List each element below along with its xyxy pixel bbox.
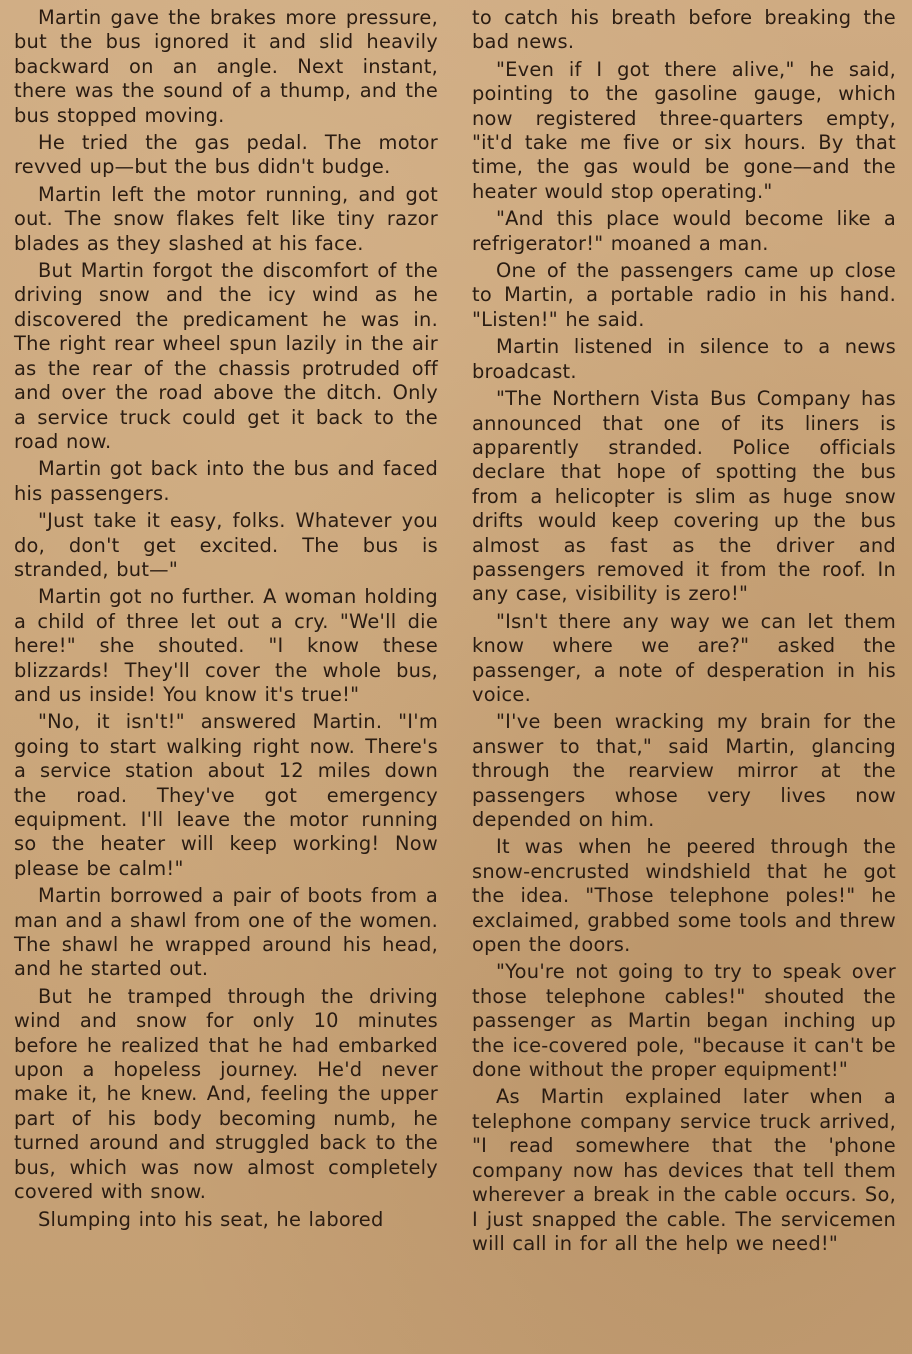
paragraph: "And this place would become like a refrigerator!" moaned a man.	[472, 207, 896, 255]
paragraph: "I've been wracking my brain for the answer to that," said Martin, glancing through the rearview mirror at the passengers whose very lives now depended on him.	[472, 710, 896, 831]
paragraph: "Isn't there any way we can let them know where we are?" asked the passenger, a note of desperation in his voice.	[472, 609, 896, 706]
paragraph: "No, it isn't!" answered Martin. "I'm going to start walking right now. There's a service station about 12 miles down the road. They've got emergency equipment. I'll leave the motor running so the heater will keep working! Now please be calm!"	[14, 710, 438, 880]
paragraph: Martin got no further. A woman holding a child of three let out a cry. "We'll die here!" she shouted. "I know these blizzards! They'll cover the whole bus, and us inside! You know it's true!"	[14, 585, 438, 706]
right-text-column	[472, 6, 896, 1259]
paragraph: It was when he peered through the snow-encrusted windshield that he got the idea. "Those telephone poles!" he exclaimed, grabbed some tools and threw open the doors.	[472, 835, 896, 957]
paragraph: He tried the gas pedal. The motor revved up—but the bus didn't budge.	[14, 131, 438, 179]
paragraph: "The Northern Vista Bus Company has announced that one of its liners is apparently stranded. Police officials declare that hope of spotting the bus from a helicopter is slim as huge snow drifts would keep covering up the bus almost as fast as the driver and passengers removed it from the roof. In any case, visibility is zero!"	[472, 387, 896, 606]
paragraph: But he tramped through the driving wind and snow for only 10 minutes before he realized that he had embarked upon a hopeless journey. He'd never make it, he knew. And, feeling the upper part of his body becoming numb, he turned around and struggled back to the bus, which was now almost completely covered with snow.	[14, 984, 438, 1204]
paragraph-continuation: to catch his breath before breaking the bad news.	[472, 6, 896, 54]
left-text-column	[14, 6, 438, 1235]
paragraph: "Even if I got there alive," he said, pointing to the gasoline gauge, which now registered three-quarters empty, "it'd take me five or six hours. By that time, the gas would be gone—and the heater would stop operating."	[472, 57, 896, 203]
paragraph: Martin left the motor running, and got out. The snow flakes felt like tiny razor blades as they slashed at his face.	[14, 182, 438, 255]
paragraph: "Just take it easy, folks. Whatever you do, don't get excited. The bus is stranded, but—"	[14, 509, 438, 581]
paragraph: One of the passengers came up close to Martin, a portable radio in his hand. "Listen!" he said.	[472, 259, 896, 331]
paragraph: Martin gave the brakes more pressure, but the bus ignored it and slid heavily backward on an angle. Next instant, there was the sound of a thump, and the bus stopped moving.	[14, 6, 438, 127]
paragraph: But Martin forgot the discomfort of the driving snow and the icy wind as he discovered the predicament he was in. The right rear wheel spun lazily in the air as the rear of the chassis protruded off and over the road above the ditch. Only a service truck could get it back to the road now.	[14, 259, 438, 453]
paragraph: Slumping into his seat, he labored	[38, 1207, 384, 1231]
paragraph: Martin borrowed a pair of boots from a man and a shawl from one of the women. The shawl he wrapped around his head, and he started out.	[14, 884, 438, 981]
paragraph: Martin got back into the bus and faced his passengers.	[14, 457, 438, 505]
paragraph: "You're not going to try to speak over those telephone cables!" shouted the passenger as Martin began inching up the ice-covered pole, "because it can't be done without the proper equipment!"	[472, 960, 896, 1082]
paragraph: As Martin explained later when a telephone company service truck arrived, "I read somewhere that the 'phone company now has devices that tell them wherever a break in the cable occurs. So, I just snapped the cable. The servicemen will call in for all the help we need!"	[472, 1085, 896, 1255]
paragraph: Martin listened in silence to a news broadcast.	[472, 335, 896, 383]
